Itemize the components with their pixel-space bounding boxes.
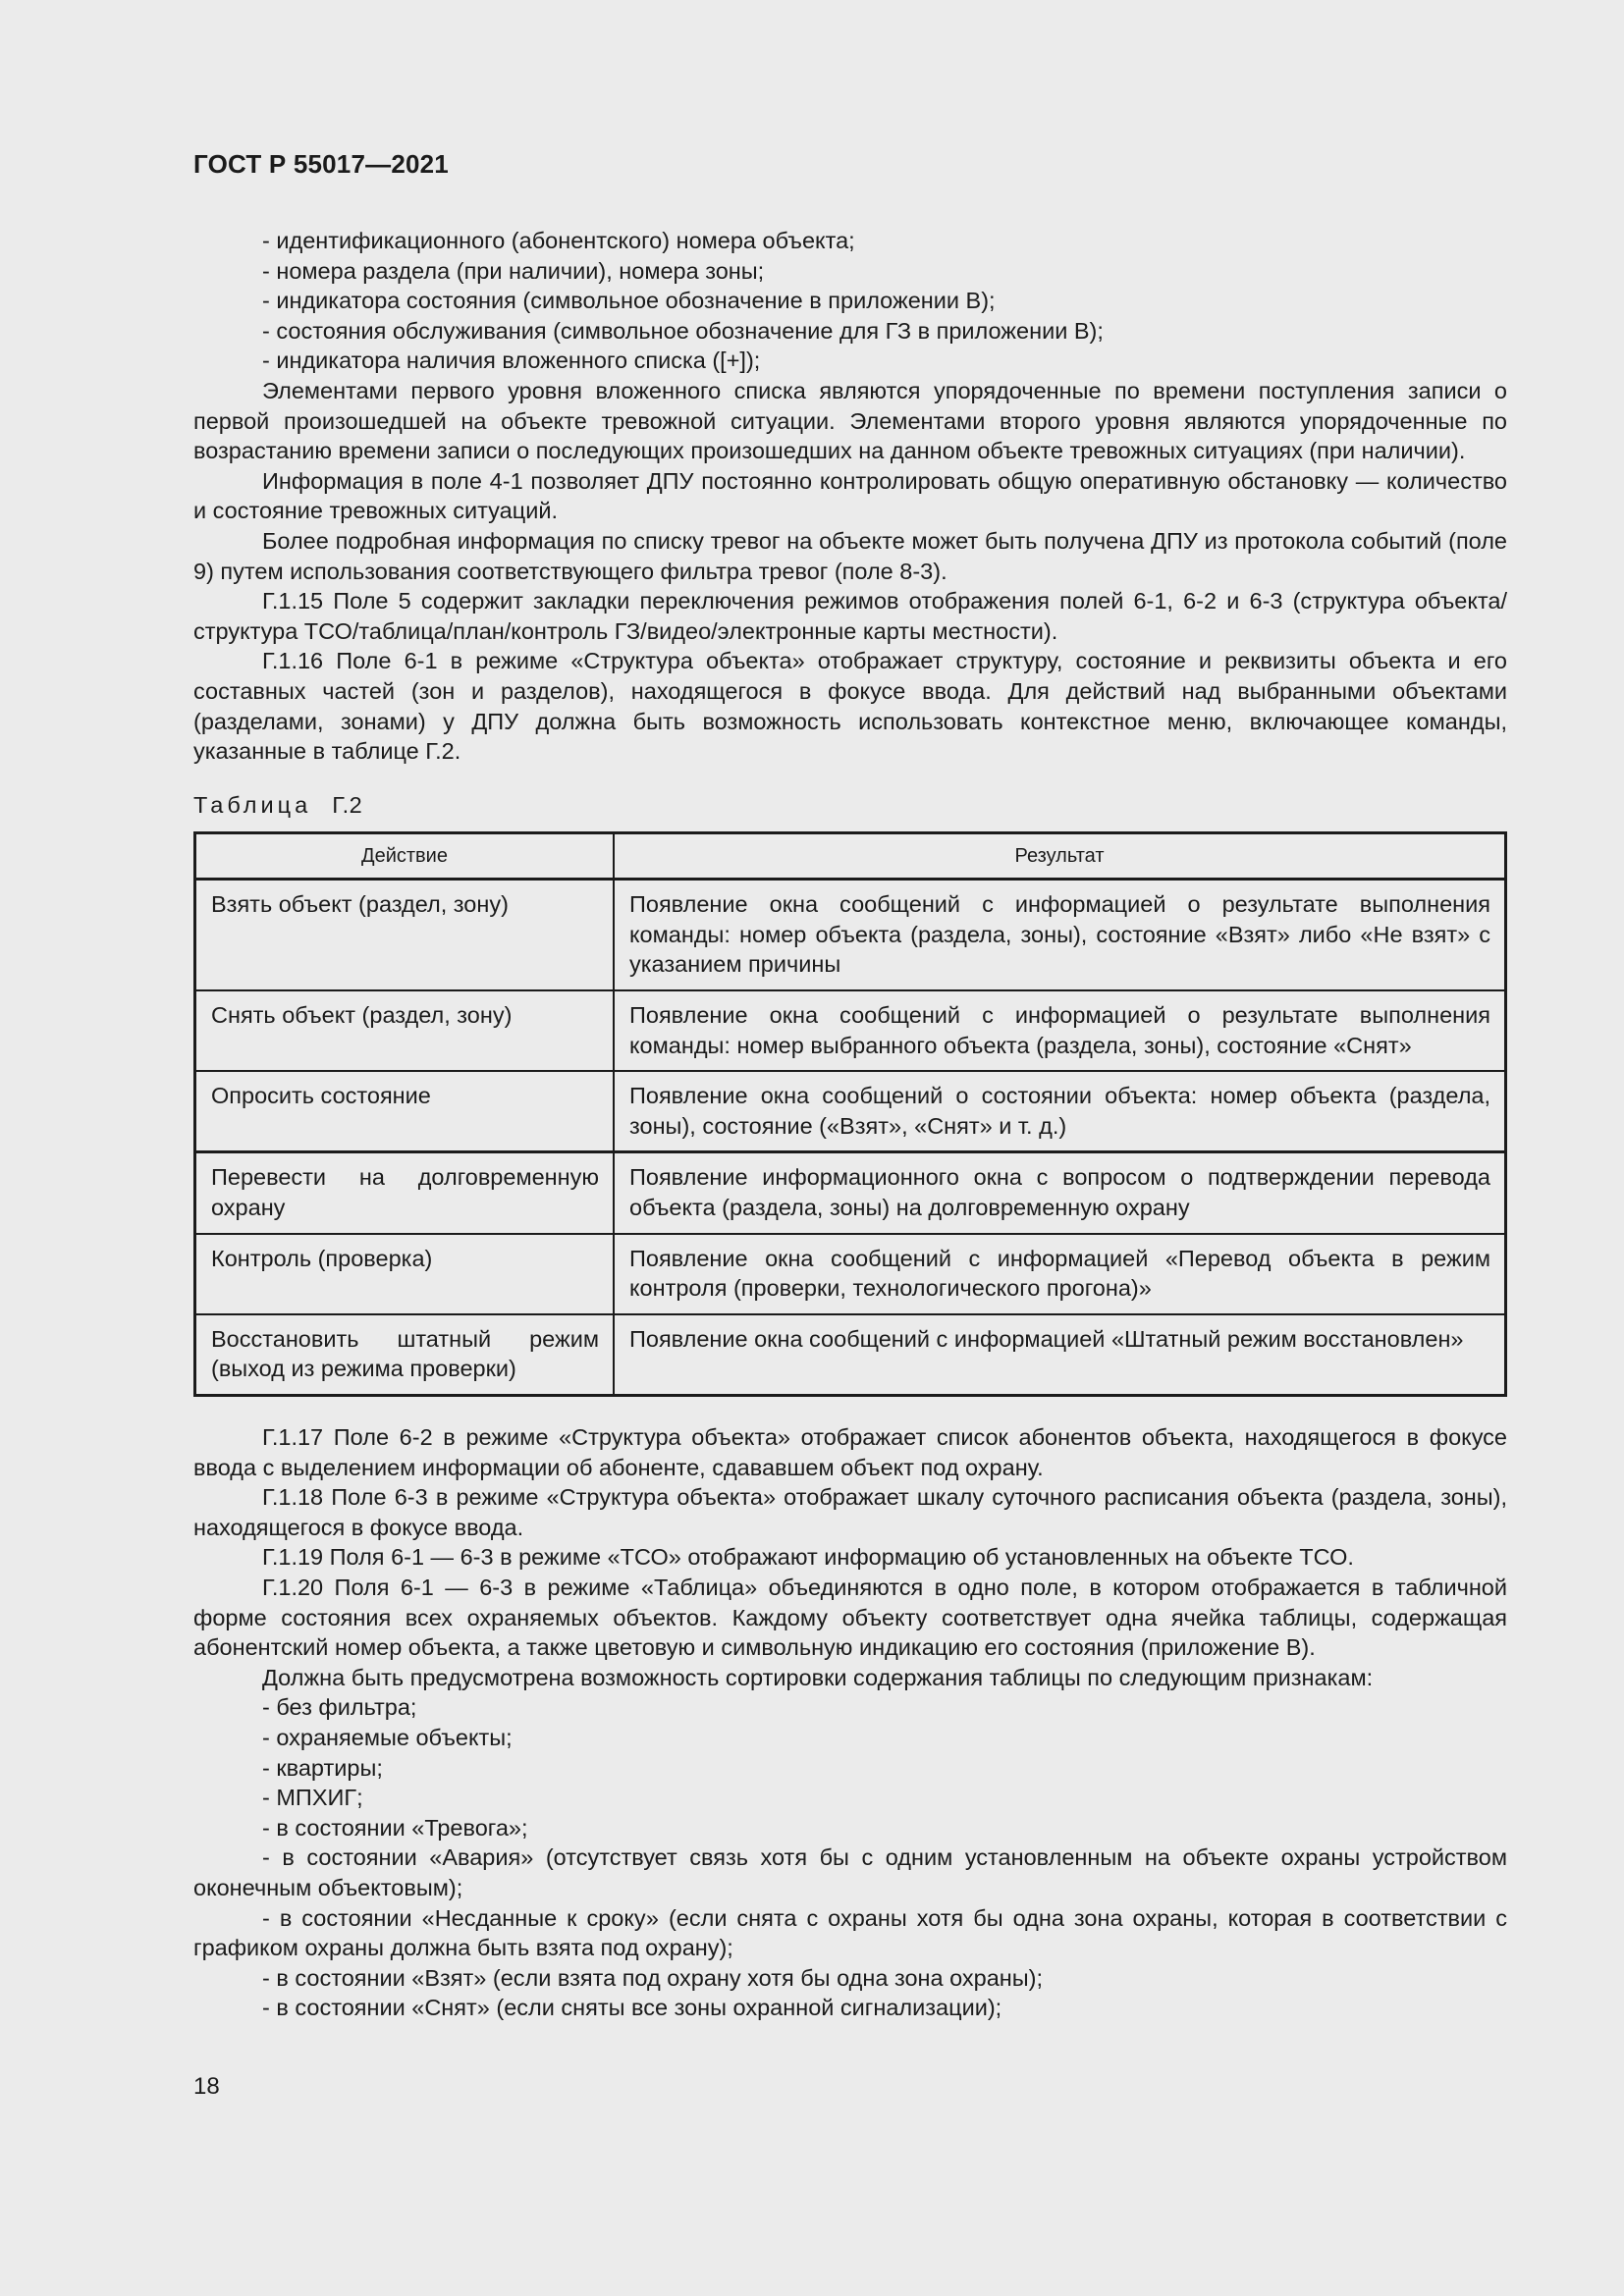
paragraph: Информация в поле 4-1 позволяет ДПУ постоянно контролировать общую оперативную обстановку — количество и состояние тревожных ситуаций. [193, 467, 1507, 524]
list-item: - в состоянии «Авария» (отсутствует связь хотя бы с одним установленным на объекте охраны устройством оконечным объектовым); [193, 1844, 1507, 1900]
table-caption-label: Таблица [193, 791, 312, 818]
table-caption-number: Г.2 [332, 791, 363, 818]
list-item: - индикатора состояния (символьное обозначение в приложении В); [262, 288, 996, 314]
list-item: - номера раздела (при наличии), номера зоны; [262, 257, 765, 284]
column-header-action: Действие [195, 833, 615, 880]
clause-g-1-20: Г.1.20 Поля 6-1 — 6-3 в режиме «Таблица» объединяются в одно поле, в котором отображается в табличной форме состояния всех охраняемых объектов. Каждому объекту соответствует одна ячейка таблицы, содержащая абонентский номер объекта, а также цветовую и символьную индикацию его состояния (приложение В). [193, 1574, 1507, 1661]
table-row [195, 1152, 1506, 1234]
paragraph: Должна быть предусмотрена возможность сортировки содержания таблицы по следующим признакам: [262, 1664, 1374, 1690]
clause-g-1-19: Г.1.19 Поля 6-1 — 6-3 в режиме «ТСО» отображают информацию об установленных на объекте ТСО. [262, 1544, 1354, 1571]
column-header-result: Результат [614, 833, 1506, 880]
table-row [195, 1071, 1506, 1152]
cell-result: Появление окна сообщений с информацией о результате выполнения команды: номер объекта (раздела, зоны), состояние «Взят» либо «Не взят» с указанием причины [614, 880, 1506, 990]
list-item: - в состоянии «Несданные к сроку» (если снята с охраны хотя бы одна зона охраны, которая в соответствии с графиком охраны должна быть взята под охрану); [193, 1904, 1507, 1961]
table-row [195, 1234, 1506, 1314]
cell-action: Опросить состояние [195, 1071, 615, 1152]
document-header: ГОСТ Р 55017—2021 [193, 149, 449, 179]
cell-action: Взять объект (раздел, зону) [195, 880, 615, 990]
table-row [195, 880, 1506, 990]
cell-result: Появление информационного окна с вопросом о подтверждении перевода объекта (раздела, зоны) на долговременную охрану [614, 1152, 1506, 1234]
clause-g-1-16: Г.1.16 Поле 6-1 в режиме «Структура объекта» отображает структуру, состояние и реквизиты объекта и его составных частей (зон и разделов), находящегося в фокусе ввода. Для действий над выбранными объектами (разделами, зонами) у ДПУ должна быть возможность использовать контекстное меню, включающее команды, указанные в таблице Г.2. [193, 648, 1507, 765]
list-item: - МПХИГ; [262, 1785, 363, 1811]
cell-result: Появление окна сообщений с информацией «Штатный режим восстановлен» [614, 1314, 1506, 1396]
cell-result: Появление окна сообщений о состоянии объекта: номер объекта (раздела, зоны), состояние («Взят», «Снят» и т. д.) [614, 1071, 1506, 1152]
table-row [195, 1314, 1506, 1396]
list-item: - в состоянии «Тревога»; [262, 1814, 528, 1841]
cell-action: Перевести на долговременную охрану [195, 1152, 615, 1234]
list-item: - в состоянии «Снят» (если сняты все зоны охранной сигнализации); [262, 1995, 1002, 2021]
page-body [193, 226, 1507, 2023]
cell-result: Появление окна сообщений с информацией «Перевод объекта в режим контроля (проверки, технологического прогона)» [614, 1234, 1506, 1314]
commands-table [193, 831, 1507, 1397]
list-item: - состояния обслуживания (символьное обозначение для ГЗ в приложении В); [262, 317, 1104, 344]
paragraph: Более подробная информация по списку тревог на объекте может быть получена ДПУ из протокола событий (поле 9) путем использования соответствующего фильтра тревог (поле 8-3). [193, 527, 1507, 584]
clause-g-1-17: Г.1.17 Поле 6-2 в режиме «Структура объекта» отображает список абонентов объекта, находящегося в фокусе ввода с выделением информации об абоненте, сдававшем объект под охрану. [193, 1424, 1507, 1480]
cell-action: Контроль (проверка) [195, 1234, 615, 1314]
list-item: - квартиры; [262, 1754, 383, 1781]
list-item: - охраняемые объекты; [262, 1724, 513, 1750]
list-item: - идентификационного (абонентского) номера объекта; [262, 228, 855, 253]
cell-action: Восстановить штатный режим (выход из режима проверки) [195, 1314, 615, 1396]
clause-g-1-15: Г.1.15 Поле 5 содержит закладки переключения режимов отображения полей 6-1, 6-2 и 6-3 (структура объекта/структура ТСО/таблица/план/контроль ГЗ/видео/электронные карты местности). [193, 588, 1507, 644]
list-item: - без фильтра; [262, 1694, 417, 1721]
cell-result: Появление окна сообщений с информацией о результате выполнения команды: номер выбранного объекта (раздела, зоны), состояние «Снят» [614, 990, 1506, 1071]
paragraph: Элементами первого уровня вложенного списка являются упорядоченные по времени поступления записи о первой произошедшей на объекте тревожной ситуации. Элементами второго уровня являются упорядоченные по возрастанию времени записи о последующих произошедших на данном объекте тревожных ситуациях (при наличии). [193, 377, 1507, 464]
table-header-row [195, 833, 1506, 880]
list-item: - индикатора наличия вложенного списка ([+]); [262, 347, 761, 374]
cell-action: Снять объект (раздел, зону) [195, 990, 615, 1071]
list-item: - в состоянии «Взят» (если взята под охрану хотя бы одна зона охраны); [262, 1964, 1044, 1991]
table-caption [193, 790, 1507, 821]
clause-g-1-18: Г.1.18 Поле 6-3 в режиме «Структура объекта» отображает шкалу суточного расписания объекта (раздела, зоны), находящегося в фокусе ввода. [193, 1484, 1507, 1540]
page-number: 18 [193, 2073, 220, 2100]
table-row [195, 990, 1506, 1071]
